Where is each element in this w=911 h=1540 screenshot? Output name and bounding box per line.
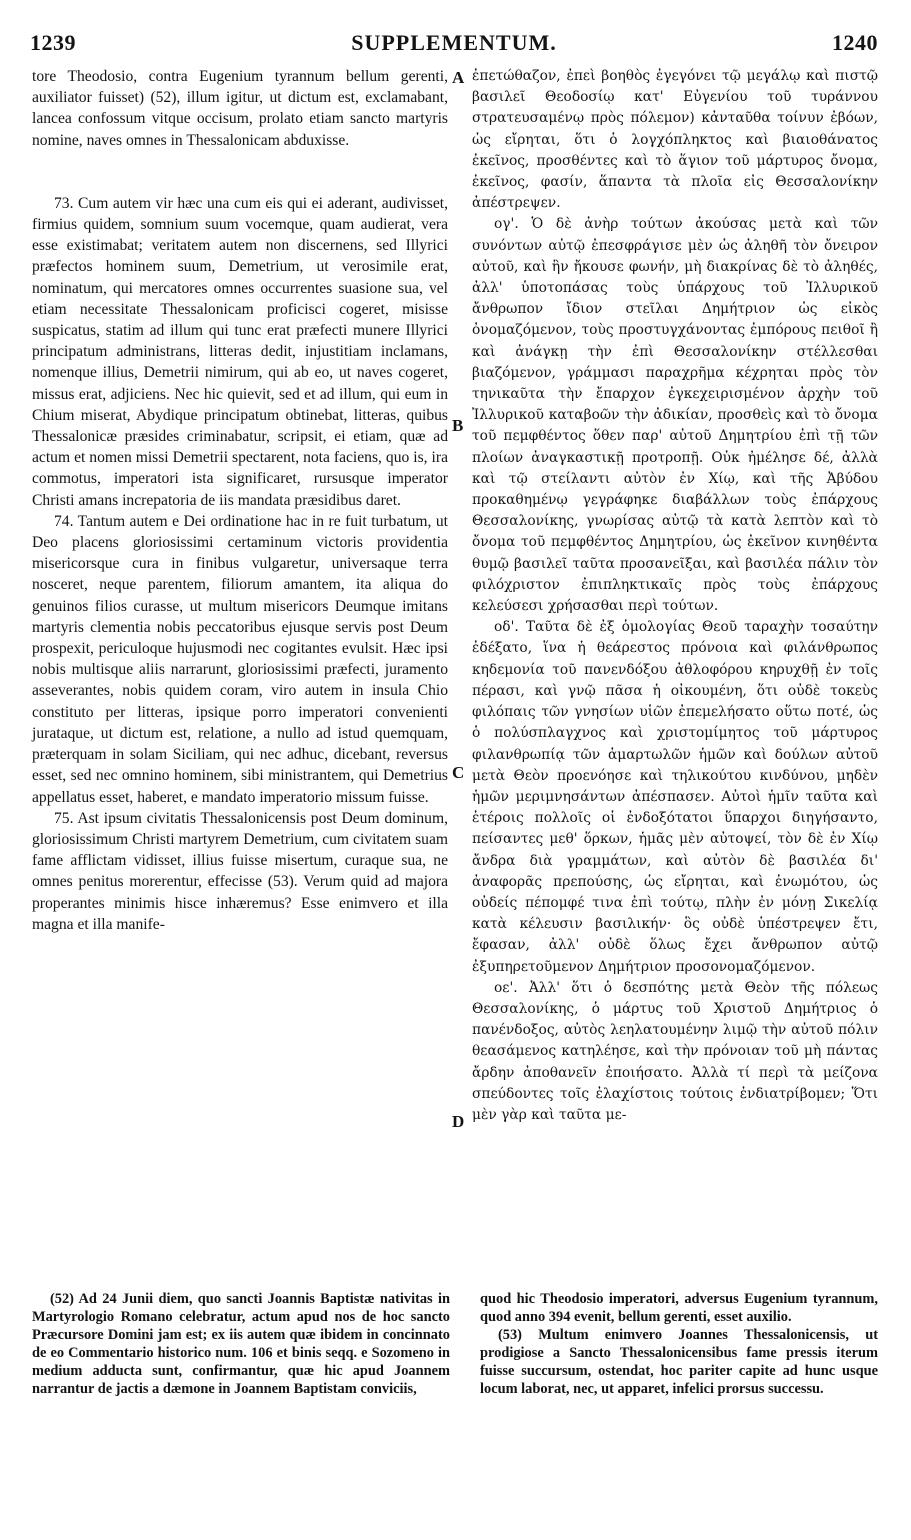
page-header	[30, 30, 878, 64]
latin-paragraph-intro: tore Theodosio, contra Eugenium tyrannum bellum gerenti, auxiliator fuisset) (52), illum igitur, ut dictum est, exclamabant, lancea confossum vitque occisum, prolato etiam sancto martyris nomine, naves omnes in Thessalonicam abduxisse.	[32, 68, 448, 149]
section-marker-a: A	[452, 68, 465, 87]
section-marker-d: D	[452, 1112, 465, 1131]
running-title: SUPPLEMENTUM.	[351, 30, 557, 55]
footnotes-right	[480, 1290, 878, 1398]
footnote-52-continued: quod hic Theodosio imperatori, adversus Eugenium tyrannum, quod anno 394 evenit, bellum gerenti, esset auxilio.	[480, 1291, 878, 1325]
page-number-left: 1239	[30, 30, 76, 55]
latin-paragraph-75: 75. Ast ipsum civitatis Thessalonicensis post Deum dominum, gloriosissimum Christi martyrem Demetrium, cum civitatem suam fame afflictam vidisset, illius fuisse misertum, curaque sua, ne omnes penitus morerentur, effecisse (53). Verum quid ad majora properantes minimis hisce inhæremus? Esse enimvero et illa magna et illa manife-	[32, 809, 448, 933]
latin-paragraph-73: 73. Cum autem vir hæc una cum eis qui ei aderant, audivisset, firmius quidem, somnium suum vocemque, quam audierat, vera esse existimabat; veritatem autem non discernens, sed Illyrici præfectos hominem suum, Demetrium, ut verosimile erat, nominatum, qui mercatores omnes occurrentes suasione sua, vel etiam necessitate Thessalonicam proficisci cogeret, misisse suspicatus, statim ad illum qui tunc erat præfecti munere Illyrici principatum administrans, litteras dedit, injustitiam inclamans, nomenque illius, Demetrii nimirum, qui ab eo, ut naves cogeret, missus erat, adjiciens. Nec hic quievit, sed et ad illum, qui eum in Chium miserat, Abydique principatum obtinebat, litteras, quibus Thessalonicæ præsides criminabatur, scripsit, ei etiam, quæ ad actum et nomen missi Demetrii spectarent, nota faciens, quo is, ira commotus, imperatori ista significaret, rursusque imperator Christi amans increpatoria de iis mandata præsidibus daret.	[32, 194, 448, 509]
footnote-52: (52) Ad 24 Junii diem, quo sancti Joannis Baptistæ nativitas in Martyrologio Romano celebratur, actum apud nos de hoc sancto Præcursore Domini jam est; ex iis autem quæ ibidem in concinnato de eo Commentario historico num. 106 et binis seqq. e Sozomeno in medium adducta sunt, confirmantur, quæ hic apud Joannem narrantur de jactis a dæmone in Joannem Baptistam conviciis,	[32, 1291, 450, 1397]
footnotes-left	[32, 1290, 450, 1398]
latin-paragraph-74: 74. Tantum autem e Dei ordinatione hac in re fuit turbatum, ut Deo placens gloriosissimi certaminum victoris providentia misericorsque cura in finibus vulgaretur, universaque terra nosceret, neque parentem, filiorum amantem, ita aliqua do genuinos filios curasse, ut multum misericors Deumque imitans martyris clementia nobis peccatoribus ejusque servis post Deum prospexit, periculoque hujusmodi nec cogitantes evulsit. Hæc ipsi nobis multisque aliis narrarunt, gloriosissimi præfecti, juramento asseverantes, nobis quidem coram, viro autem in insula Chio constituto per litteras, ipsique porro imperatori convenienti jurataque, ut dictum est, relatione, a nullo ad istud quemquam, præterquam in solam Siciliam, qui nec adhuc, dicebant, reversus esset, sed nec omnino hominem, sibi ministrantem, qui Demetrius appellatus esset, haberet, e mandato imperatorio missum fuisse.	[32, 512, 448, 806]
greek-paragraph-74: οδ'. Ταῦτα δὲ ἐξ ὁμολογίας Θεοῦ ταραχὴν τοσαύτην ἐδέξατο, ἵνα ἡ θεάρεστος πρόνοια καὶ φιλάνθρωπος κηδεμονία τοῦ πανενδόξου ἀθλοφόρου κηρυχθῇ ἐν τοῖς πέρασι, καὶ γνῷ πᾶσα ἡ οἰκουμένη, ὅτι οὐδὲ τοκεὺς φιλόπαις τῶν γνησίων υἱῶν ἐπεμελήσατο οὕτω ποτέ, ὡς ὁ πολύσπλαγχνος καὶ χριστομίμητος τοῦ μάρτυρος φιλανθρωπίᾳ τῶν ἁμαρτωλῶν ἡμῶν καὶ δούλων αὐτοῦ μετὰ Θεὸν προενόησε καὶ τηλικούτου κινδύνου, μηδὲν ἡμῶν μεριμνησάντων ἀπέσπασεν. Αὐτοὶ ἡμῖν ταῦτα καὶ ἑτέροις πολλοῖς οἱ ἐνδοξότατοι ὕπαρχοι διηγήσαντο, πείσαντες μεθ' ὅρκων, ἡμᾶς μὲν αὐτοψεί, τὸν δὲ ἐν Χίῳ ἄνδρα διὰ γραμμάτων, καὶ αὐτὸν δὲ βασιλέα δι' ἀναφορᾶς πρεπούσης, ὡς εἴρηται, καὶ ἐνωμότου, ὡς οὐδείς πέπομφέ τινα ἐπὶ τούτῳ, πλὴν ἐν μόνῃ Σικελίᾳ κατὰ κέλευσιν βασιλικήν· ὃς οὐδὲ ὑπέστρεψεν ἔτι, ἔφασαν, ἀλλ' οὐδὲ ὅλως ἔχει ἄνθρωπον αὐτῷ ἐξυπηρετοῦμενον Δημήτριον προσονομαζόμενον.	[472, 619, 878, 975]
greek-column	[472, 66, 878, 1126]
greek-paragraph-intro: ἐπετώθαζον, ἐπεὶ βοηθὸς ἐγεγόνει τῷ μεγάλῳ καὶ πιστῷ βασιλεῖ Θεοδοσίῳ κατ' Εὐγενίου τοῦ τυράννου στρατευσαμένῳ πρὸς πόλεμον) κἀνταῦθα τοίνυν ἐβόων, ὡς εἴρηται, ὅτι ὁ λογχόπληκτος καὶ βιαιοθάνατος ἐκεῖνος, προσθέντες καὶ τὸ ἅγιον τοῦ μάρτυρος ὄνομα, ἐκεῖνος, φασίν, ἅπαντα τὰ πλοῖα εἰς Θεσσαλονίκην ἀπέστρεψεν.	[472, 68, 878, 212]
greek-paragraph-75: οε'. Ἀλλ' ὅτι ὁ δεσπότης μετὰ Θεὸν τῆς πόλεως Θεσσαλονίκης, ὁ μάρτυς τοῦ Χριστοῦ Δημήτριος ὁ πανένδοξος, αὐτὸς λεηλατουμένην λιμῷ τὴν αὐτοῦ πόλιν θεασάμενος κατηλέησε, καὶ τὴν πρόνοιαν τοῦ μὴ πάντας ἄρδην ἀποθανεῖν ἐποιήσατο. Ἀλλὰ τί περὶ τὰ μείζονα σπεύδοντες τοῖς ἐλαχίστοις τούτοις ἐνδιατρίβομεν; Ὅτι μὲν γὰρ καὶ ταῦτα με-	[472, 979, 878, 1123]
section-marker-b: B	[452, 416, 464, 435]
greek-paragraph-73: ογ'. Ὁ δὲ ἀνὴρ τούτων ἀκούσας μετὰ καὶ τῶν συνόντων αὐτῷ ἐπεσφράγισε μὲν ὡς ἀληθῆ τὸν ὄνειρον αὐτοῦ, καὶ ἣν ἤκουσε φωνήν, μὴ διακρίνας δὲ τὸ ἀληθές, ἀλλ' ὑποτοπάσας τοὺς ὑπάρχους τοῦ Ἰλλυρικοῦ ἄνθρωπον ἴδιον στεῖλαι Δημήτριον ὡς εἰκὸς ὀνομαζόμενον, τοὺς προστυγχάνοντας ἐμπόρους πειθοῖ ἢ καὶ ἀνάγκῃ τὴν ἐπὶ Θεσσαλονίκην στέλλεσθαι βιαζόμενον, γράμμασι παραχρῆμα κέχρηται πρὸς τὸν τηνικαῦτα τὴν ἔπαρχον ἐγκεχειρισμένον ἀρχὴν τοῦ Ἰλλυρικοῦ καταβοῶν τὴν ἀδικίαν, προσθεὶς καὶ τὸ ὄνομα τοῦ πεμφθέντος ὅθεν παρ' αὐτοῦ Δημητρίου ἐπὶ τῇ τῶν πλοίων ἀναγκαστικῇ προτροπῇ. Οὐκ ἠμέλησε δέ, ἀλλὰ καὶ τῷ στείλαντι αὐτὸν ἐν Χίῳ, καὶ τῆς Ἀβύδου προκαθημένῳ γεγράφηκε διαβάλλων τοὺς ἐπάρχους Θεσσαλονίκης, γνωρίσας αὐτῷ τὰ κατὰ λεπτὸν καὶ τὸ ὄνομα τοῦ πεμφθέντος Δημητρίου, ὡς ἐκεῖνον κινηθέντα θυμῷ βασιλεῖ ταῦτα προσανεῖξαι, καὶ βασιλέα πάλιν τὸν φιλόχριστον ἐπιπληκτικαῖς πρὸς τοὺς ἐπάρχους κελεύσεσι χρήσασθαι περὶ τούτων.	[472, 216, 878, 615]
section-marker-c: C	[452, 763, 465, 782]
latin-column	[32, 66, 448, 935]
footnote-53: (53) Multum enimvero Joannes Thessalonicensis, ut prodigiose a Sancto Thessalonicensibus fame pressis iterum fuisse succursum, ostendat, hoc pariter capite ad hunc usque locum laborat, nec, ut apparet, infelici prorsus successu.	[480, 1327, 878, 1397]
page-number-right: 1240	[832, 30, 878, 55]
